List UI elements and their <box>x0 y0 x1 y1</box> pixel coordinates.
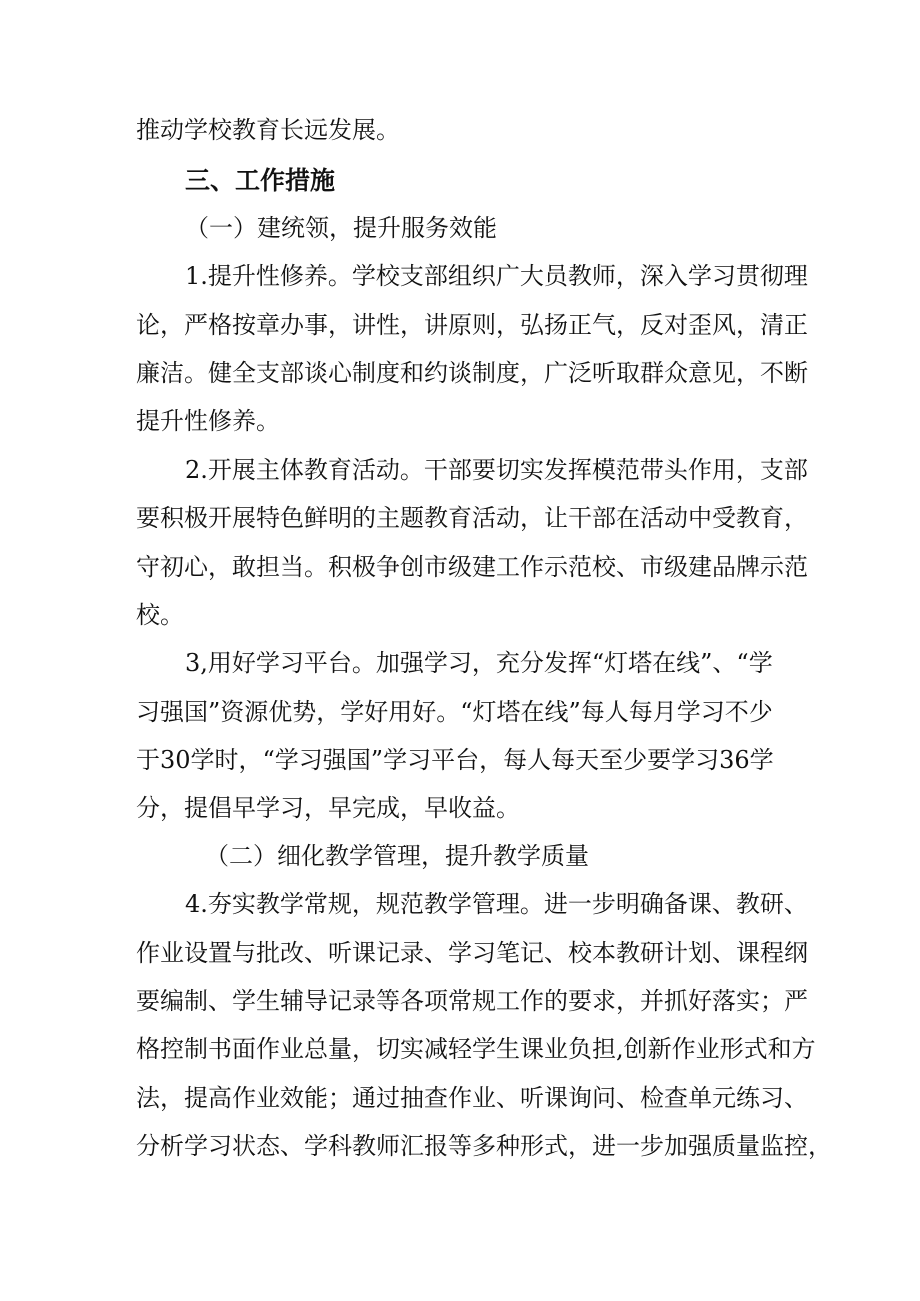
paragraph-line <box>0 306 920 344</box>
line-text: 1.提升性修养。学校支部组织广大员教师，深入学习贯彻理 <box>185 262 808 290</box>
paragraph-line <box>0 693 920 731</box>
line-text: 作业设置与批改、听课记录、学习笔记、校本教研计划、课程纲 <box>136 939 808 967</box>
paragraph-line <box>0 741 920 779</box>
line-text: 廉洁。健全支部谈心制度和约谈制度，广泛听取群众意见，不断 <box>136 359 808 387</box>
line-text: 法，提高作业效能；通过抽查作业、听课询问、检查单元练习、 <box>136 1084 808 1112</box>
paragraph-line <box>0 499 920 537</box>
line-text: 习强国”资源优势，学好用好。“灯塔在线”每人每月学习不少 <box>136 698 773 726</box>
paragraph-line <box>0 644 920 682</box>
paragraph-line <box>0 934 920 972</box>
line-text: 要编制、学生辅导记录等各项常规工作的要求，并抓好落实；严 <box>136 987 808 1015</box>
line-text: 于30学时，“学习强国”学习平台，每人每天至少要学习36学 <box>136 746 774 774</box>
paragraph-line <box>0 257 920 295</box>
paragraph-line <box>0 354 920 392</box>
line-text: 校。 <box>136 601 184 629</box>
paragraph-line <box>0 111 920 149</box>
line-text: 论，严格按章办事，讲性，讲原则，弘扬正气，反对歪风，清正 <box>136 311 808 339</box>
paragraph-line <box>0 1030 920 1068</box>
paragraph-line <box>0 402 920 440</box>
paragraph-line <box>0 1127 920 1165</box>
line-text: 提升性修养。 <box>136 407 280 435</box>
paragraph-line <box>0 982 920 1020</box>
line-text: 3,用好学习平台。加强学习，充分发挥“灯塔在线”、“学 <box>185 649 773 677</box>
subsection-heading <box>0 837 920 875</box>
line-text: 推动学校教育长远发展。 <box>136 116 400 144</box>
line-text: 格控制书面作业总量，切实减轻学生课业负担,创新作业形式和方 <box>136 1035 816 1063</box>
line-text: 2.开展主体教育活动。干部要切实发挥模范带头作用，支部 <box>185 456 808 484</box>
subheading-text: （一）建统领，提升服务效能 <box>185 214 497 242</box>
line-text: 分，提倡早学习，早完成，早收益。 <box>136 794 520 822</box>
heading-text: 三、工作措施 <box>185 166 336 195</box>
subheading-text: （二）细化教学管理，提升教学质量 <box>205 842 589 870</box>
line-text: 4.夯实教学常规，规范教学管理。进一步明确备课、教研、 <box>185 890 808 918</box>
paragraph-line <box>0 451 920 489</box>
section-heading <box>0 162 920 200</box>
line-text: 要积极开展特色鲜明的主题教育活动，让干部在活动中受教育， <box>136 504 808 532</box>
line-text: 守初心，敢担当。积极争创市级建工作示范校、市级建品牌示范 <box>136 553 808 581</box>
paragraph-line <box>0 596 920 634</box>
line-text: 分析学习状态、学科教师汇报等多种形式，进一步加强质量监控， <box>136 1132 832 1160</box>
paragraph-line <box>0 789 920 827</box>
paragraph-line <box>0 548 920 586</box>
paragraph-line <box>0 1079 920 1117</box>
paragraph-line <box>0 885 920 923</box>
subsection-heading <box>0 209 920 247</box>
